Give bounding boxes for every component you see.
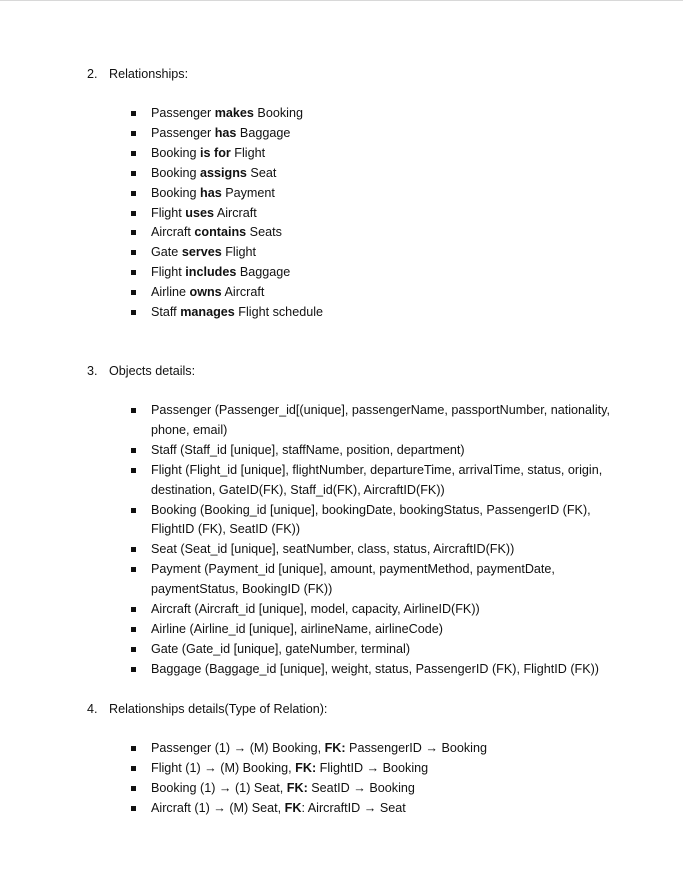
bullet-square-icon bbox=[131, 151, 136, 156]
relationship-details-list bbox=[0, 739, 683, 819]
list-item bbox=[0, 441, 683, 461]
relationship-details-heading bbox=[87, 701, 327, 717]
fk-label: FK: bbox=[286, 780, 308, 795]
entity-text: Gate bbox=[151, 245, 182, 260]
verb-text: assigns bbox=[200, 165, 247, 180]
bullet-square-icon bbox=[131, 111, 136, 116]
list-item bbox=[0, 640, 683, 660]
verb-text: contains bbox=[194, 225, 247, 240]
verb-text: uses bbox=[185, 205, 215, 220]
page-top-border bbox=[0, 0, 683, 1]
entity-text: Booking bbox=[253, 106, 303, 120]
bullet-square-icon bbox=[131, 607, 136, 612]
object-definition: Booking (Booking_id [unique], bookingDate, bookingStatus, PassengerID (FK), FlightID (FK), SeatID (FK)) bbox=[151, 502, 591, 537]
section-title: Relationships: bbox=[109, 67, 189, 81]
list-item bbox=[0, 104, 683, 124]
entity-text: Baggage bbox=[236, 125, 291, 140]
bullet-square-icon bbox=[131, 230, 136, 235]
list-item bbox=[0, 223, 683, 243]
list-item bbox=[0, 263, 683, 283]
object-definition: Gate (Gate_id [unique], gateNumber, terminal) bbox=[151, 641, 411, 656]
list-item bbox=[0, 501, 683, 541]
object-definition: Airline (Airline_id [unique], airlineName, airlineCode) bbox=[151, 621, 443, 636]
section-title: Relationships details(Type of Relation): bbox=[109, 702, 328, 716]
bullet-square-icon bbox=[131, 171, 136, 176]
entity-text: Baggage bbox=[236, 265, 291, 280]
list-item bbox=[0, 461, 683, 501]
list-item bbox=[0, 560, 683, 600]
entity-text: Flight bbox=[151, 265, 186, 280]
cardinality-text: Flight (1) → (M) Booking, bbox=[151, 760, 296, 775]
fk-reference: FlightID → Booking bbox=[316, 760, 429, 775]
entity-text: Passenger bbox=[151, 106, 215, 120]
entity-text: Passenger bbox=[151, 125, 215, 140]
list-item bbox=[0, 739, 683, 759]
bullet-square-icon bbox=[131, 766, 136, 771]
list-item bbox=[0, 124, 683, 144]
object-definition: Passenger (Passenger_id[(unique], passengerName, passportNumber, nationality, phone, email) bbox=[151, 403, 610, 437]
list-item bbox=[0, 799, 683, 819]
entity-text: Staff bbox=[151, 305, 181, 320]
bullet-square-icon bbox=[131, 647, 136, 652]
bullet-square-icon bbox=[131, 746, 136, 751]
cardinality-text: Aircraft (1) → (M) Seat, bbox=[151, 800, 285, 815]
entity-text: Booking bbox=[151, 185, 201, 200]
bullet-square-icon bbox=[131, 310, 136, 315]
objects-list bbox=[0, 401, 683, 680]
bullet-square-icon bbox=[131, 408, 136, 413]
section-number: 4. bbox=[87, 702, 98, 716]
list-item bbox=[0, 779, 683, 799]
list-item bbox=[0, 540, 683, 560]
entity-text: Airline bbox=[151, 285, 190, 300]
list-item bbox=[0, 600, 683, 620]
bullet-square-icon bbox=[131, 547, 136, 552]
section-number: 2. bbox=[87, 67, 98, 81]
list-item bbox=[0, 283, 683, 303]
fk-label: FK bbox=[284, 800, 302, 815]
bullet-square-icon bbox=[131, 290, 136, 295]
object-definition: Baggage (Baggage_id [unique], weight, status, PassengerID (FK), FlightID (FK)) bbox=[151, 661, 600, 676]
objects-heading bbox=[87, 363, 195, 379]
section-title: Objects details: bbox=[109, 364, 196, 378]
entity-text: Flight bbox=[230, 145, 266, 160]
relationships-heading bbox=[87, 66, 188, 82]
fk-label: FK: bbox=[295, 760, 317, 775]
entity-text: Flight bbox=[221, 245, 257, 260]
bullet-square-icon bbox=[131, 508, 136, 513]
bullet-square-icon bbox=[131, 567, 136, 572]
bullet-square-icon bbox=[131, 448, 136, 453]
fk-label: FK: bbox=[324, 741, 346, 755]
entity-text: Aircraft bbox=[221, 285, 265, 300]
list-item bbox=[0, 759, 683, 779]
section-number: 3. bbox=[87, 364, 98, 378]
relationships-list bbox=[0, 104, 683, 323]
cardinality-text: Booking (1) → (1) Seat, bbox=[151, 780, 287, 795]
object-definition: Aircraft (Aircraft_id [unique], model, capacity, AirlineID(FK)) bbox=[151, 602, 480, 617]
verb-text: includes bbox=[185, 265, 237, 280]
entity-text: Seats bbox=[246, 225, 282, 240]
verb-text: is for bbox=[200, 145, 231, 160]
list-item bbox=[0, 401, 683, 441]
list-item bbox=[0, 660, 683, 680]
entity-text: Seat bbox=[246, 165, 277, 180]
list-item bbox=[0, 144, 683, 164]
bullet-square-icon bbox=[131, 786, 136, 791]
fk-reference: : AircraftID → Seat bbox=[301, 800, 406, 815]
verb-text: makes bbox=[214, 106, 254, 120]
object-definition: Staff (Staff_id [unique], staffName, position, department) bbox=[151, 442, 465, 457]
bullet-square-icon bbox=[131, 191, 136, 196]
fk-reference: SeatID → Booking bbox=[307, 780, 415, 795]
entity-text: Flight bbox=[151, 205, 186, 220]
bullet-square-icon bbox=[131, 806, 136, 811]
verb-text: manages bbox=[180, 305, 235, 320]
object-definition: Seat (Seat_id [unique], seatNumber, class, status, AircraftID(FK)) bbox=[151, 542, 515, 557]
object-definition: Flight (Flight_id [unique], flightNumber, departureTime, arrivalTime, status, origin, destination, GateID(FK), Staff_id(FK), AircraftID(FK)) bbox=[151, 462, 603, 497]
bullet-square-icon bbox=[131, 250, 136, 255]
entity-text: Payment bbox=[221, 185, 275, 200]
entity-text: Flight schedule bbox=[234, 305, 324, 320]
object-definition: Payment (Payment_id [unique], amount, paymentMethod, paymentDate, paymentStatus, BookingID (FK)) bbox=[151, 562, 555, 597]
verb-text: has bbox=[214, 125, 237, 140]
verb-text: owns bbox=[189, 285, 222, 300]
list-item bbox=[0, 204, 683, 224]
list-item bbox=[0, 303, 683, 323]
bullet-square-icon bbox=[131, 468, 136, 473]
verb-text: has bbox=[200, 185, 222, 200]
entity-text: Booking bbox=[151, 165, 201, 180]
bullet-square-icon bbox=[131, 270, 136, 275]
cardinality-text: Passenger (1) → (M) Booking, bbox=[151, 741, 325, 755]
entity-text: Aircraft bbox=[151, 225, 195, 240]
bullet-square-icon bbox=[131, 627, 136, 632]
verb-text: serves bbox=[181, 245, 222, 260]
entity-text: Booking bbox=[151, 145, 201, 160]
list-item bbox=[0, 164, 683, 184]
bullet-square-icon bbox=[131, 211, 136, 216]
entity-text: Aircraft bbox=[214, 205, 257, 220]
list-item bbox=[0, 184, 683, 204]
fk-reference: PassengerID → Booking bbox=[345, 741, 487, 755]
bullet-square-icon bbox=[131, 131, 136, 136]
list-item bbox=[0, 620, 683, 640]
list-item bbox=[0, 243, 683, 263]
bullet-square-icon bbox=[131, 667, 136, 672]
